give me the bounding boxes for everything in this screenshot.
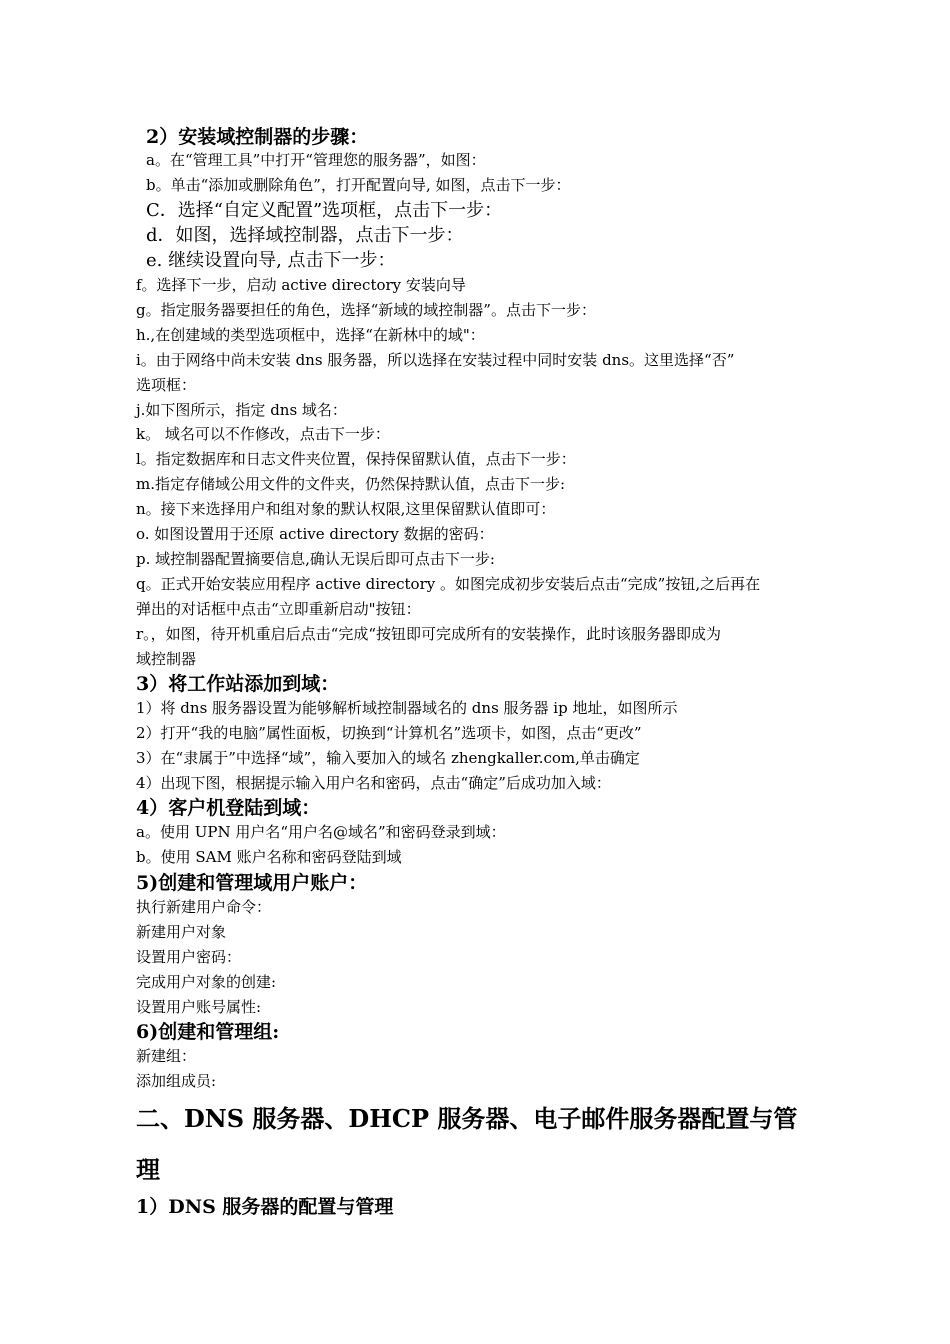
step-i: i。由于网络中尚未安装 dns 服务器，所以选择在安装过程中同时安装 dns。这里选择“否” <box>136 351 735 369</box>
user-step-5: 设置用户账号属性: <box>136 998 262 1016</box>
user-step-1: 执行新建用户命令： <box>136 898 272 916</box>
step-e: e. 继续设置向导, 点击下一步： <box>146 250 396 271</box>
step-i-cont: 选项框： <box>136 376 197 394</box>
step-c: C．选择“自定义配置”选项框，点击下一步： <box>146 200 503 221</box>
step-l: l。指定数据库和日志文件夹位置，保持保留默认值，点击下一步： <box>136 450 576 468</box>
workstation-step-4: 4）出现下图，根据提示输入用户名和密码，点击“确定”后成功加入域： <box>136 774 611 792</box>
step-m: m.指定存储域公用文件的文件夹，仍然保持默认值，点击下一步: <box>136 475 566 493</box>
workstation-step-1: 1）将 dns 服务器设置为能够解析域控制器域名的 dns 服务器 ip 地址，如图所示 <box>136 699 678 717</box>
section-heading-servers: 二、DNS 服务器、DHCP 服务器、电子邮件服务器配置与管 <box>136 1104 798 1133</box>
heading-dns-config: 1）DNS 服务器的配置与管理 <box>136 1196 394 1218</box>
workstation-step-2: 2）打开“我的电脑”属性面板，切换到“计算机名”选项卡，如图，点击“更改” <box>136 724 642 742</box>
user-step-2: 新建用户对象 <box>136 923 227 941</box>
step-q: q。正式开始安装应用程序 active directory 。如图完成初步安装后点击“完成”按钮,之后再在 <box>136 575 761 593</box>
heading-add-workstation: 3）将工作站添加到域： <box>136 673 340 695</box>
step-q-cont: 弹出的对话框中点击“立即重新启动"按钮： <box>136 600 421 618</box>
step-j: j.如下图所示，指定 dns 域名： <box>136 401 347 419</box>
heading-install-dc-steps: 2）安装域控制器的步骤： <box>146 126 369 148</box>
step-g: g。指定服务器要担任的角色，选择“新域的域控制器”。点击下一步： <box>136 301 596 319</box>
step-p: p. 域控制器配置摘要信息,确认无误后即可点击下一步: <box>136 550 495 568</box>
step-r: r。，如图，待开机重启后点击“完成“按钮即可完成所有的安装操作，此时该服务器即成为 <box>136 625 722 643</box>
step-b: b。单击“添加或删除角色”，打开配置向导, 如图，点击下一步： <box>146 176 571 194</box>
step-n: n。接下来选择用户和组对象的默认权限,这里保留默认值即可： <box>136 500 556 518</box>
heading-client-login: 4）客户机登陆到域： <box>136 797 321 819</box>
step-r-cont: 域控制器 <box>136 650 197 668</box>
login-step-b: b。使用 SAM 账户名称和密码登陆到域 <box>136 848 402 866</box>
workstation-step-3: 3）在“隶属于”中选择“域”，输入要加入的域名 zhengkaller.com,单击确定 <box>136 749 640 767</box>
user-step-3: 设置用户密码： <box>136 948 242 966</box>
step-f: f。选择下一步，启动 active directory 安装向导 <box>136 276 466 294</box>
login-step-a: a。使用 UPN 用户名“用户名@域名”和密码登录到域： <box>136 823 506 841</box>
heading-groups: 6)创建和管理组: <box>136 1021 280 1043</box>
step-a: a。在“管理工具”中打开“管理您的服务器”，如图： <box>146 151 486 169</box>
step-k: k。 域名可以不作修改，点击下一步： <box>136 425 390 443</box>
group-step-2: 添加组成员: <box>136 1072 217 1090</box>
step-h: h.,在创建域的类型选项框中，选择“在新林中的域"： <box>136 326 485 344</box>
section-heading-servers-cont: 理 <box>136 1155 160 1184</box>
step-d: d．如图，选择域控制器，点击下一步： <box>146 225 464 246</box>
group-step-1: 新建组： <box>136 1047 197 1065</box>
heading-user-accounts: 5)创建和管理域用户账户： <box>136 872 368 894</box>
user-step-4: 完成用户对象的创建: <box>136 973 277 991</box>
step-o: o. 如图设置用于还原 active directory 数据的密码： <box>136 525 494 543</box>
